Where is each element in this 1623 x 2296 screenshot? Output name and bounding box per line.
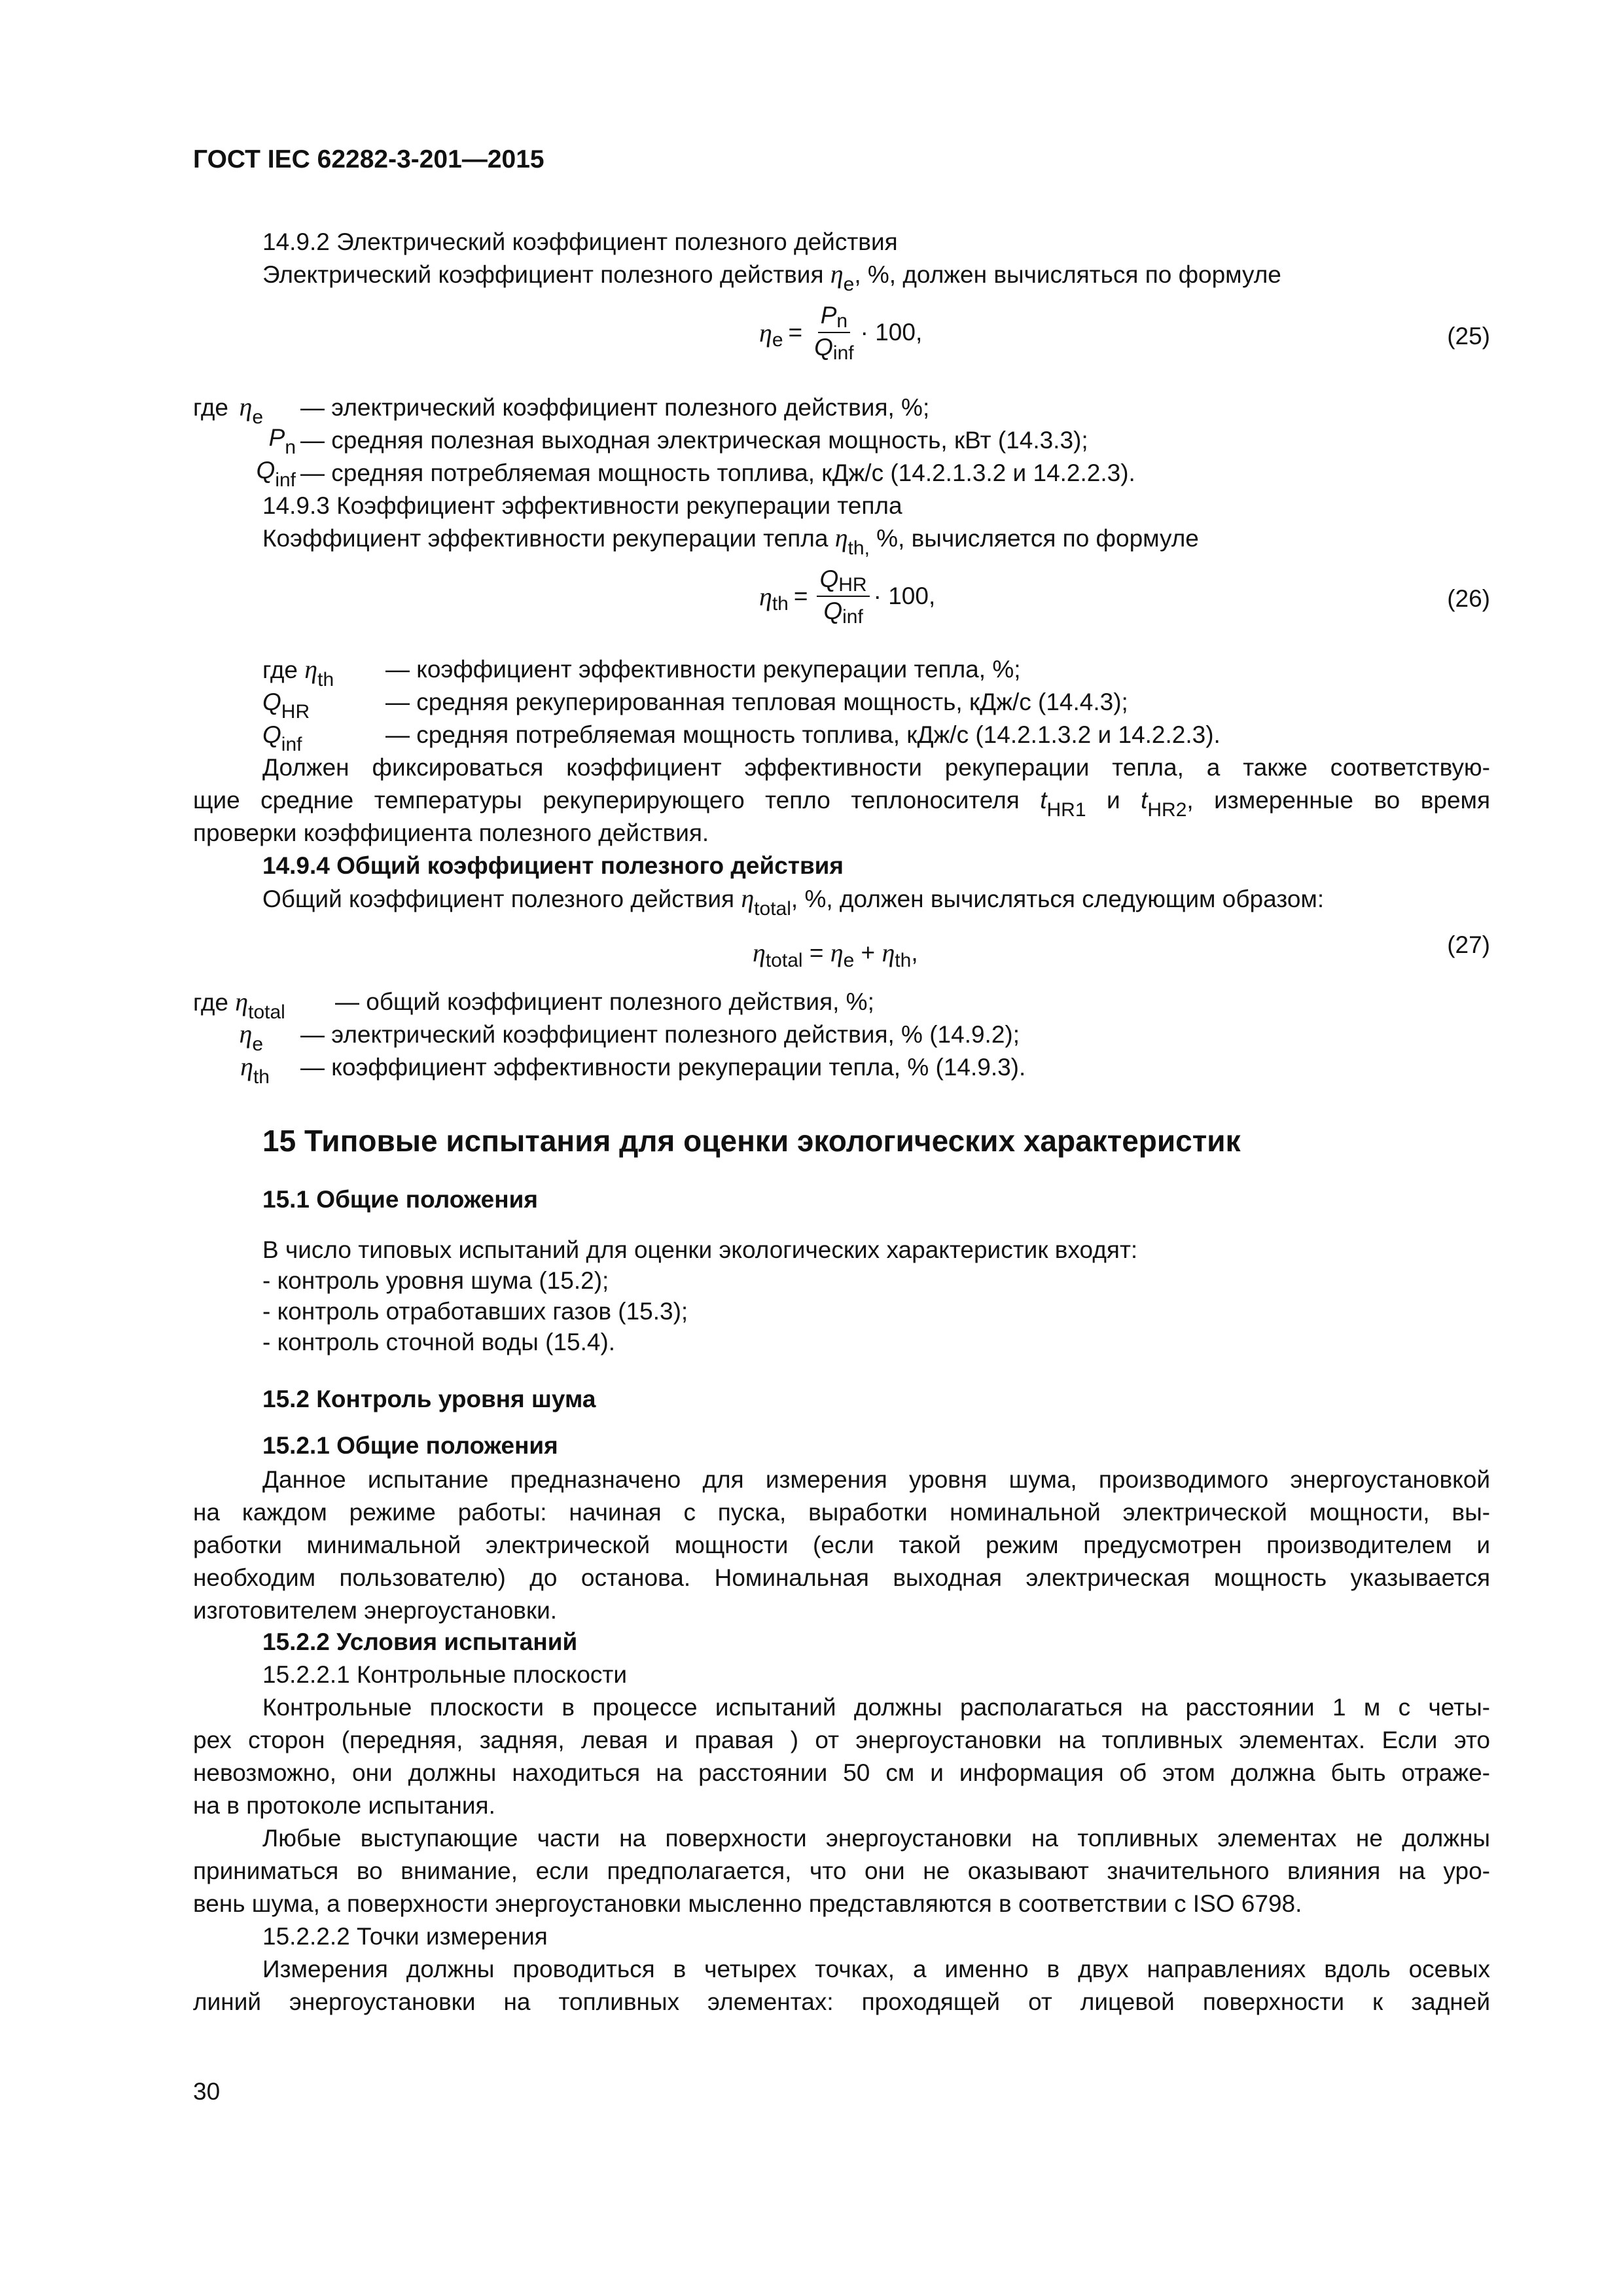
equation-number-26: (26): [1447, 585, 1490, 612]
subsection-title-15-2-2: 15.2.2 Условия испытаний: [262, 1628, 578, 1655]
legend-text: — общий коэффициент полезного действия, %;: [335, 988, 874, 1015]
formula-27: η total = η e + η th ,: [753, 938, 918, 971]
legend-symbol: $\eta_{th}$: [240, 1052, 270, 1088]
legend-symbol: $Q_{inf}$: [256, 457, 296, 491]
subsection-title-15-1: 15.1 Общие положения: [262, 1186, 538, 1213]
intro-14-9-3: Коэффициент эффективности рекуперации тепла $\eta_{th,}$ %, вычисляется по формуле: [262, 523, 1199, 559]
subsection-title-15-2-2-1: 15.2.2.1 Контрольные плоскости: [262, 1661, 628, 1688]
paragraph-line: Должен фиксироваться коэффициент эффективности рекуперации тепла, а также соответствую-: [262, 754, 1490, 781]
paragraph-line: приниматься во внимание, если предполагается, что они не оказывают значительного влияния на уро-: [193, 1857, 1490, 1884]
equation-number-25: (25): [1447, 323, 1490, 350]
where-label: где $\eta_{total}$: [193, 987, 285, 1023]
legend-text: — коэффициент эффективности рекуперации тепла, % (14.9.3).: [300, 1054, 1026, 1081]
list-item: - контроль уровня шума (15.2);: [262, 1267, 609, 1294]
formula-26: η th = $\frac{\text{QHR}}{\text{Qinf}}$ · 100,: [759, 565, 936, 628]
paragraph-line: на каждом режиме работы: начиная с пуска, выработки номинальной электрической мощности, вы-: [193, 1499, 1490, 1526]
paragraph-line: работки минимальной электрической мощности (если такой режим предусмотрен производителем и: [193, 1532, 1490, 1558]
paragraph-line: невозможно, они должны находиться на расстоянии 50 см и информация об этом должна быть отраже-: [193, 1759, 1490, 1786]
legend-text: — электрический коэффициент полезного действия, %;: [300, 394, 930, 421]
page-number: 30: [193, 2078, 221, 2105]
legend-symbol: $\eta_e$: [239, 1019, 263, 1055]
subsection-title-15-2-1: 15.2.1 Общие положения: [262, 1432, 558, 1459]
legend-text: — средняя потребляемая мощность топлива, кДж/с (14.2.1.3.2 и 14.2.2.3).: [300, 459, 1135, 486]
where-label: где: [193, 394, 229, 421]
subsection-title-15-2: 15.2 Контроль уровня шума: [262, 1386, 596, 1412]
paragraph-line: на в протоколе испытания.: [193, 1792, 495, 1819]
legend-text: — электрический коэффициент полезного действия, % (14.9.2);: [300, 1021, 1020, 1048]
subsection-title-15-2-2-2: 15.2.2.2 Точки измерения: [262, 1923, 548, 1950]
legend-symbol: $P_n$: [268, 424, 296, 458]
paragraph-line: линий энергоустановки на топливных элементах: проходящей от лицевой поверхности к задней: [193, 1988, 1490, 2015]
paragraph-line: необходим пользователю) до останова. Номинальная выходная электрическая мощность указывается: [193, 1564, 1490, 1591]
equation-number-27: (27): [1447, 931, 1490, 958]
paragraph-line: В число типовых испытаний для оценки экологических характеристик входят:: [262, 1236, 1138, 1263]
paragraph-line: Любые выступающие части на поверхности энергоустановки на топливных элементах не должны: [262, 1825, 1490, 1852]
section-title-15: 15 Типовые испытания для оценки экологических характеристик: [262, 1124, 1241, 1158]
fraction: $\frac{\text{QHR}}{\text{Qinf}}$: [817, 566, 869, 626]
legend-text: — средняя полезная выходная электрическая мощность, кВт (14.3.3);: [300, 427, 1088, 454]
where-label: где $\eta_{th}$: [262, 655, 334, 691]
paragraph-line: рех сторон (передняя, задняя, левая и правая ) от энергоустановки на топливных элементах. Если это: [193, 1727, 1490, 1753]
intro-14-9-2: Электрический коэффициент полезного действия $\eta_e$, %, должен вычисляться по формуле: [262, 259, 1281, 295]
subsection-title-14-9-2: 14.9.2 Электрический коэффициент полезного действия: [262, 228, 898, 255]
intro-14-9-4: Общий коэффициент полезного действия $\eta_{total}$, %, должен вычисляться следующим образом:: [262, 884, 1325, 920]
legend-text: — коэффициент эффективности рекуперации тепла, %;: [385, 656, 1021, 683]
formula-25: η e = $\frac{Pn}{\text{Qinf}}$ · 100,: [759, 302, 923, 364]
paragraph-line: изготовителем энергоустановки.: [193, 1597, 558, 1624]
legend-symbol: $Q_{HR}$: [262, 689, 310, 723]
subsection-title-14-9-4: 14.9.4 Общий коэффициент полезного действия: [262, 852, 844, 879]
list-item: - контроль отработавших газов (15.3);: [262, 1298, 688, 1325]
paragraph-line: Измерения должны проводиться в четырех точках, а именно в двух направлениях вдоль осевых: [262, 1956, 1490, 1982]
legend-symbol: $Q_{inf}$: [262, 721, 302, 755]
paragraph-line: Контрольные плоскости в процессе испытаний должны располагаться на расстоянии 1 м с четы-: [262, 1694, 1490, 1721]
legend-text: — средняя потребляемая мощность топлива, кДж/с (14.2.1.3.2 и 14.2.2.3).: [385, 721, 1221, 748]
legend-text: — средняя рекуперированная тепловая мощность, кДж/с (14.4.3);: [385, 689, 1128, 715]
document-header: ГОСТ IEC 62282-3-201—2015: [193, 145, 544, 173]
subsection-title-14-9-3: 14.9.3 Коэффициент эффективности рекуперации тепла: [262, 492, 902, 519]
paragraph-line: щие средние температуры рекуперирующего тепло теплоносителя $t_{HR1}$ и $t_{HR2}$, измеренные во время: [193, 787, 1490, 821]
list-item: - контроль сточной воды (15.4).: [262, 1329, 616, 1355]
paragraph-line: проверки коэффициента полезного действия.: [193, 819, 709, 846]
paragraph-line: Данное испытание предназначено для измерения уровня шума, производимого энергоустановкой: [262, 1466, 1490, 1493]
legend-symbol: $\eta_e$: [239, 392, 263, 428]
fraction: $\frac{Pn}{\text{Qinf}}$: [814, 302, 854, 364]
paragraph-line: вень шума, а поверхности энергоустановки мысленно представляются в соответствии с ISO 6798.: [193, 1890, 1302, 1917]
